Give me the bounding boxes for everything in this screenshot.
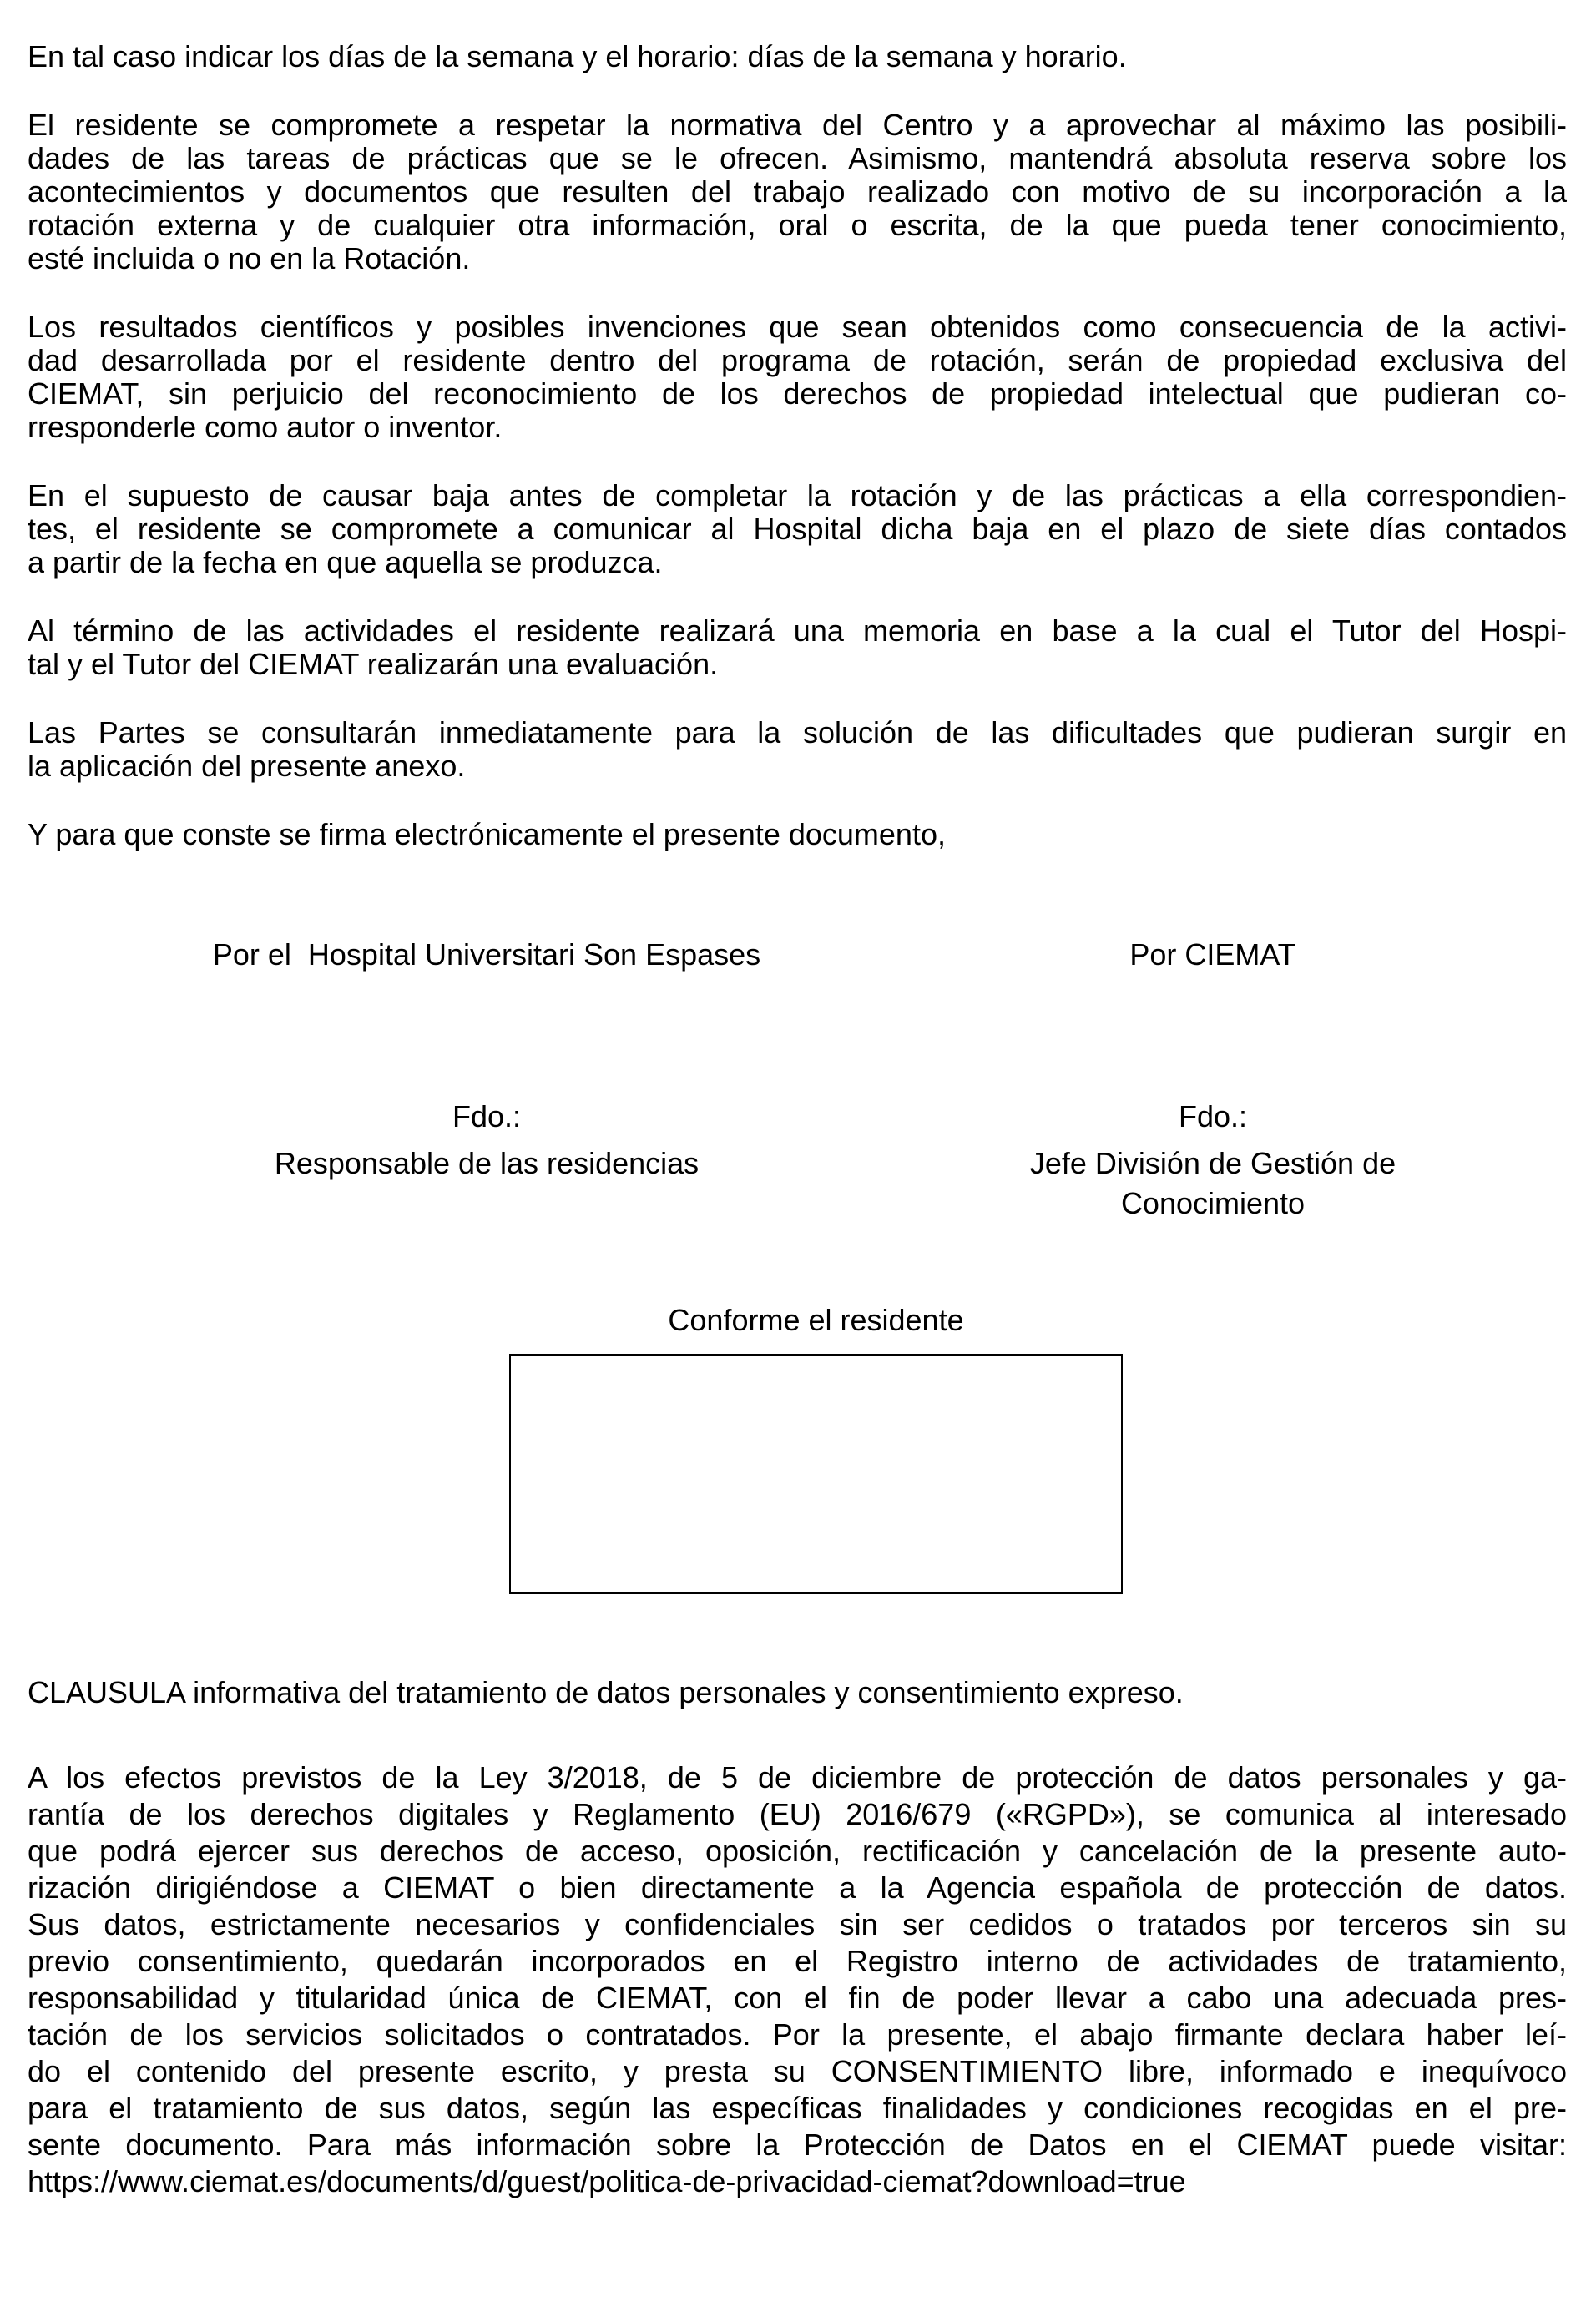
text-line: Sus datos, estrictamente necesarios y confidenciales sin ser cedidos o tratados por terceros sin su [28,1907,1567,1941]
signature-role-ciemat [946,1143,1480,1224]
text-line: A los efectos previstos de la Ley 3/2018, de 5 de diciembre de protección de datos personales y ga- [28,1760,1567,1795]
paragraph-memoria [28,614,1567,681]
paragraph-normativa [28,109,1567,275]
text-line: previo consentimiento, quedarán incorporados en el Registro interno de actividades de tratamiento, [28,1944,1567,1978]
text-line: rantía de los derechos digitales y Reglamento (EU) 2016/679 («RGPD»), se comunica al interesado [28,1797,1567,1831]
text-line: Responsable de las residencias [274,1146,700,1180]
text-line: do el contenido del presente escrito, y presta su CONSENTIMIENTO libre, informado e inequívoco [28,2054,1567,2088]
text-line: para el tratamiento de sus datos, según las específicas finalidades y condiciones recogidas en el pre- [28,2091,1567,2125]
text-line: Las Partes se consultarán inmediatamente para la solución de las dificultades que pudieran surgir en [28,715,1567,750]
signature-column-ciemat [946,938,1480,1224]
signature-party-hospital: Por el Hospital Universitari Son Espases [212,937,761,972]
text-line: la aplicación del presente anexo. [28,749,466,783]
text-line: tal y el Tutor del CIEMAT realizarán una evaluación. [28,647,719,681]
text-line: https://www.ciemat.es/documents/d/guest/politica-de-privacidad-ciemat?download=true [28,2164,1186,2198]
text-line: responsabilidad y titularidad única de CIEMAT, con el fin de poder llevar a cabo una adecuada pres- [28,1981,1567,2015]
paragraph-consultas [28,716,1567,783]
paragraph-resultados [28,310,1567,444]
text-line: dad desarrollada por el residente dentro del programa de rotación, serán de propiedad exclusiva del [28,343,1567,377]
intro-line: En tal caso indicar los días de la semana y el horario: días de la semana y horario. [28,39,1127,73]
text-line: En el supuesto de causar baja antes de completar la rotación y de las prácticas a ella correspondien- [28,478,1567,512]
text-line: Los resultados científicos y posibles invenciones que sean obtenidos como consecuencia de la activi- [28,310,1567,344]
text-line: Conocimiento [1120,1186,1306,1220]
text-line: acontecimientos y documentos que resulten del trabajo realizado con motivo de su incorporación a la [28,174,1567,209]
signature-block [28,938,1567,1224]
signature-party-ciemat: Por CIEMAT [1129,937,1296,972]
text-line: rotación externa y de cualquier otra información, oral o escrita, de la que pueda tener conocimiento, [28,208,1567,242]
paragraph-baja [28,479,1567,579]
signature-column-hospital [28,938,946,1224]
clausula-paragraph [28,1759,1567,2200]
fdo-label-hospital: Fdo.: [452,1099,522,1133]
fdo-label-ciemat: Fdo.: [1178,1099,1248,1133]
text-line: El residente se compromete a respetar la normativa del Centro y a aprovechar al máximo las posibili- [28,108,1567,142]
conforme-heading: Conforme el residente [668,1303,964,1337]
text-line: Al término de las actividades el residente realizará una memoria en base a la cual el Tutor del Hospi- [28,613,1567,648]
clausula-heading: CLAUSULA informativa del tratamiento de datos personales y consentimiento expreso. [28,1675,1184,1709]
closing-line: Y para que conste se firma electrónicamente el presente documento, [28,817,946,851]
text-line: a partir de la fecha en que aquella se produzca. [28,545,663,579]
text-line: rización dirigiéndose a CIEMAT o bien directamente a la Agencia española de protección de datos. [28,1870,1567,1905]
text-line: tación de los servicios solicitados o contratados. Por la presente, el abajo firmante declara haber leí- [28,2017,1567,2052]
text-line: rresponderle como autor o inventor. [28,410,503,444]
signature-role-hospital [28,1143,946,1184]
text-line: CIEMAT, sin perjuicio del reconocimiento de los derechos de propiedad intelectual que pudieran co- [28,376,1567,411]
text-line: sente documento. Para más información sobre la Protección de Datos en el CIEMAT puede visitar: [28,2128,1567,2162]
resident-signature-box[interactable] [509,1354,1123,1594]
resident-signature-section [509,1304,1123,1594]
text-line: Jefe División de Gestión de [1029,1146,1396,1180]
text-line: que podrá ejercer sus derechos de acceso, oposición, rectificación y cancelación de la presente auto- [28,1834,1567,1868]
text-line: tes, el residente se compromete a comunicar al Hospital dicha baja en el plazo de siete días contados [28,512,1567,546]
text-line: esté incluida o no en la Rotación. [28,241,471,275]
text-line: dades de las tareas de prácticas que se le ofrecen. Asimismo, mantendrá absoluta reserva sobre los [28,141,1567,175]
